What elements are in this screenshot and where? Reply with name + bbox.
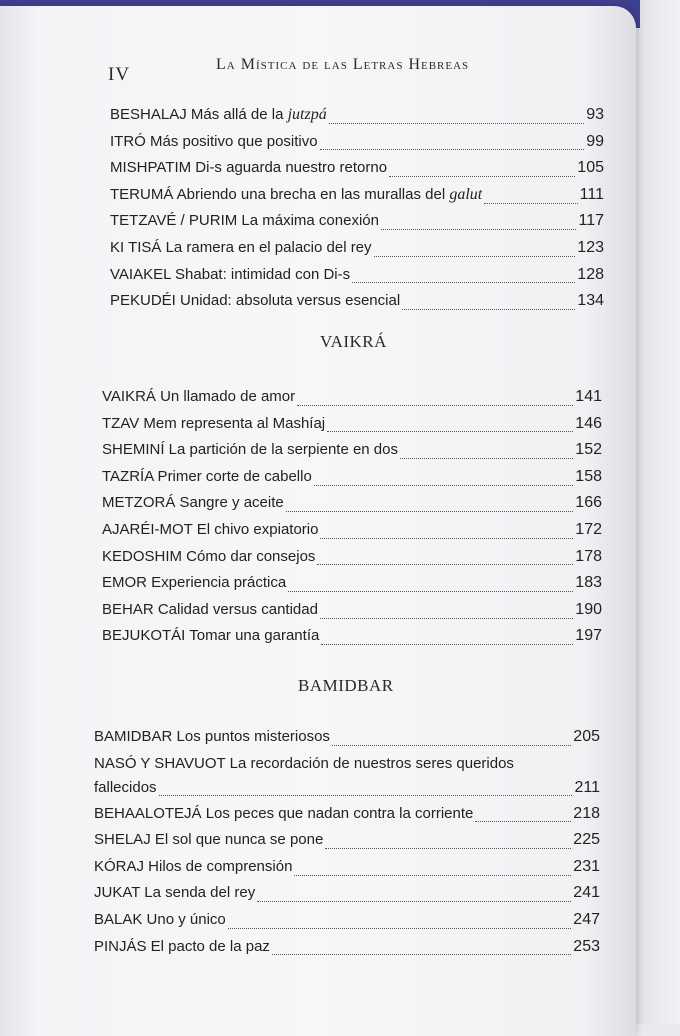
toc-entry (94, 728, 600, 755)
toc-entry-title: TZAV Mem representa al Mashíaj (102, 414, 326, 432)
toc-entry (94, 884, 600, 911)
toc-entry-title: BESHALAJ Más allá de la (110, 106, 288, 123)
toc-entry-title: KÓRAJ Hilos de comprensión (94, 857, 293, 875)
toc-entry (110, 133, 604, 160)
toc-entry-page: 158 (575, 467, 602, 485)
toc-entry-title: ITRÓ Más positivo que positivo (110, 132, 318, 150)
toc-entry-title: TERUMÁ Abriendo una brecha en las murallas del (110, 185, 450, 203)
toc-list-shemot (110, 106, 604, 319)
toc-entry-page: 99 (586, 132, 604, 150)
toc-entry-page: 93 (586, 106, 604, 123)
toc-entry (102, 601, 602, 628)
toc-entry-title: BEHAALOTEJÁ Los peces que nadan contra la corriente (94, 804, 474, 822)
toc-entry-title: SHELAJ El sol que nunca se pone (94, 831, 324, 849)
toc-entry (110, 106, 604, 133)
toc-entry (102, 415, 602, 442)
dot-leader (320, 538, 573, 539)
section-heading-vaikra: VAIKRÁ (320, 332, 387, 351)
toc-entry-title: AJARÉI-MOT El chivo expiatorio (102, 520, 319, 538)
toc-entry-page: 146 (575, 414, 602, 432)
toc-entry (102, 574, 602, 601)
toc-entry (94, 938, 600, 965)
toc-entry-emphasis: jutzpá (287, 106, 327, 123)
toc-entry-page: 211 (574, 778, 600, 796)
book-page (0, 6, 636, 1036)
toc-entry-title: NASÓ Y SHAVUOT La recordación de nuestros seres queridos (94, 754, 514, 772)
dot-leader (321, 644, 573, 645)
toc-entry-title: PEKUDÉI Unidad: absoluta versus esencial (110, 292, 401, 310)
toc-entry (110, 186, 604, 213)
toc-entry-page: 172 (575, 520, 602, 538)
toc-entry (110, 266, 604, 293)
toc-entry (94, 755, 600, 805)
dot-leader (329, 123, 584, 124)
dot-leader (402, 309, 575, 310)
dot-leader (389, 176, 575, 177)
toc-entry-page: 205 (573, 728, 600, 745)
dot-leader (286, 511, 574, 512)
toc-entry-page: 128 (577, 265, 604, 283)
dot-leader (272, 954, 571, 955)
toc-entry-title: MISHPATIM Di-s aguarda nuestro retorno (110, 159, 388, 177)
toc-entry-title: METZORÁ Sangre y aceite (102, 494, 284, 512)
section-heading-bamidbar: BAMIDBAR (298, 676, 394, 695)
toc-entry-page: 178 (575, 547, 602, 565)
page-number: IV (108, 64, 131, 85)
toc-entry (102, 468, 602, 495)
toc-entry-page: 247 (573, 910, 600, 928)
toc-entry-title: KI TISÁ La ramera en el palacio del rey (110, 238, 372, 256)
toc-entry-title: VAIKRÁ Un llamado de amor (102, 388, 296, 405)
dot-leader (288, 591, 573, 592)
toc-entry-title: PINJÁS El pacto de la paz (94, 937, 270, 955)
dot-leader (314, 485, 574, 486)
dot-leader (228, 928, 572, 929)
toc-entry-page: 183 (575, 574, 602, 592)
toc-entry (102, 548, 602, 575)
dot-leader (297, 405, 573, 406)
toc-entry-page: 111 (579, 185, 604, 203)
toc-entry-title: BAMIDBAR Los puntos misteriosos (94, 728, 330, 745)
dot-leader (325, 848, 571, 849)
toc-entry-page: 117 (578, 212, 604, 230)
toc-entry-page: 141 (575, 388, 602, 405)
toc-entry-title: EMOR Experiencia práctica (102, 574, 287, 592)
toc-entry (102, 441, 602, 468)
dot-leader (332, 745, 571, 746)
toc-entry-title: BEHAR Calidad versus cantidad (102, 600, 318, 618)
toc-entry (110, 159, 604, 186)
toc-entry-title: JUKAT La senda del rey (94, 884, 256, 902)
toc-entry-title: KEDOSHIM Cómo dar consejos (102, 547, 316, 565)
dot-leader (294, 875, 571, 876)
toc-entry-title: SHEMINÍ La partición de la serpiente en dos (102, 441, 398, 459)
toc-entry (94, 805, 600, 832)
toc-entry (102, 627, 602, 654)
dot-leader (484, 203, 577, 204)
dot-leader (374, 256, 576, 257)
running-title: La Mística de las Letras Hebreas (216, 56, 470, 73)
toc-entry-continuation: fallecidos (94, 778, 157, 796)
dot-leader (320, 149, 585, 150)
toc-entry-page: 152 (575, 441, 602, 459)
toc-entry (110, 212, 604, 239)
toc-entry-title: BEJUKOTÁI Tomar una garantía (102, 627, 320, 645)
toc-entry-page: 134 (577, 292, 604, 310)
toc-entry-page: 241 (573, 884, 600, 902)
dot-leader (475, 821, 571, 822)
toc-entry-title: BALAK Uno y único (94, 910, 226, 928)
toc-entry (102, 388, 602, 415)
toc-list-bamidbar (94, 728, 600, 964)
dot-leader (257, 901, 571, 902)
dot-leader (327, 431, 573, 432)
dot-leader (320, 618, 573, 619)
toc-entry-title: TAZRÍA Primer corte de cabello (102, 467, 312, 485)
toc-entry (102, 521, 602, 548)
toc-entry (94, 858, 600, 885)
dot-leader (381, 229, 577, 230)
toc-entry-page: 190 (575, 600, 602, 618)
dot-leader (400, 458, 573, 459)
toc-entry-title: TETZAVÉ / PURIM La máxima conexión (110, 212, 379, 230)
toc-entry-emphasis: galut (449, 185, 483, 203)
toc-entry-page: 231 (573, 857, 600, 875)
dot-leader (317, 564, 573, 565)
toc-list-vaikra (102, 388, 602, 654)
toc-entry (110, 292, 604, 319)
toc-entry (110, 239, 604, 266)
toc-entry (94, 831, 600, 858)
toc-entry-page: 105 (577, 159, 604, 177)
toc-entry-page: 218 (573, 804, 600, 822)
toc-entry-page: 123 (577, 238, 604, 256)
toc-entry-page: 225 (573, 831, 600, 849)
dot-leader (352, 282, 575, 283)
toc-entry-page: 253 (573, 937, 600, 955)
toc-entry (102, 494, 602, 521)
toc-entry-page: 166 (575, 494, 602, 512)
toc-entry-page: 197 (575, 627, 602, 645)
toc-entry-title: VAIAKEL Shabat: intimidad con Di-s (110, 265, 351, 283)
dot-leader (159, 795, 573, 796)
toc-entry (94, 911, 600, 938)
